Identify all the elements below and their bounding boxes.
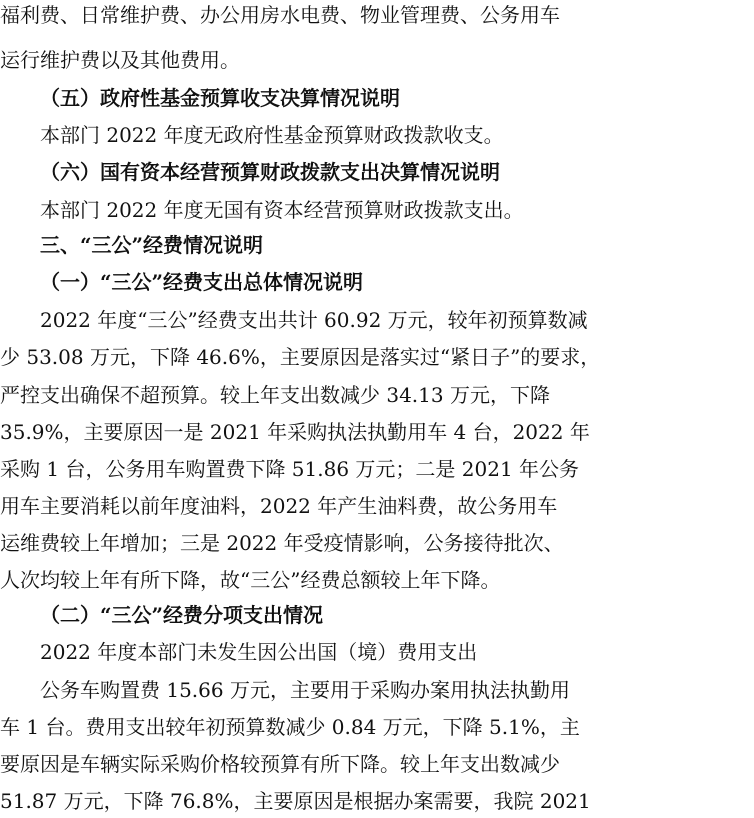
body-text-line: 2022 年度本部门未发生因公出国（境）费用支出 [40,640,478,664]
body-text-line: 公务车购置费 15.66 万元，主要用于采购办案用执法执勤用 [40,678,570,702]
section-heading: （二）“三公”经费分项支出情况 [40,603,324,627]
body-text-line: 人次均较上年有所下降，故“三公”经费总额较上年下降。 [0,568,501,592]
section-heading: （六）国有资本经营预算财政拨款支出决算情况说明 [40,160,500,184]
body-text-line: 车 1 台。费用支出较年初预算数减少 0.84 万元，下降 5.1%，主 [0,715,580,739]
chapter-heading: 三、“三公”经费情况说明 [40,233,264,257]
body-text-line: 少 53.08 万元，下降 46.6%，主要原因是落实过“紧日子”的要求， [0,345,601,369]
body-text-line: 严控支出确保不超预算。较上年支出数减少 34.13 万元，下降 [0,383,550,407]
body-text-line: 要原因是车辆实际采购价格较预算有所下降。较上年支出数减少 [0,752,560,776]
body-text-line: 本部门 2022 年度无国有资本经营预算财政拨款支出。 [40,198,524,222]
body-text-line: 51.87 万元，下降 76.8%，主要原因是根据办案需要，我院 2021 [0,789,591,813]
body-text-line: 用车主要消耗以前年度油料，2022 年产生油料费，故公务用车 [0,494,558,518]
body-text-line: 福利费、日常维护费、办公用房水电费、物业管理费、公务用车 [0,3,560,27]
section-heading: （五）政府性基金预算收支决算情况说明 [40,86,400,110]
body-text-line: 2022 年度“三公”经费支出共计 60.92 万元，较年初预算数减 [40,308,588,332]
section-heading: （一）“三公”经费支出总体情况说明 [40,270,364,294]
body-text-line: 运行维护费以及其他费用。 [0,48,240,72]
body-text-line: 35.9%，主要原因一是 2021 年采购执法执勤用车 4 台，2022 年 [0,420,590,444]
body-text-line: 采购 1 台，公务用车购置费下降 51.86 万元；二是 2021 年公务 [0,457,580,481]
body-text-line: 运维费较上年增加；三是 2022 年受疫情影响，公务接待批次、 [0,531,564,555]
body-text-line: 本部门 2022 年度无政府性基金预算财政拨款收支。 [40,123,504,147]
